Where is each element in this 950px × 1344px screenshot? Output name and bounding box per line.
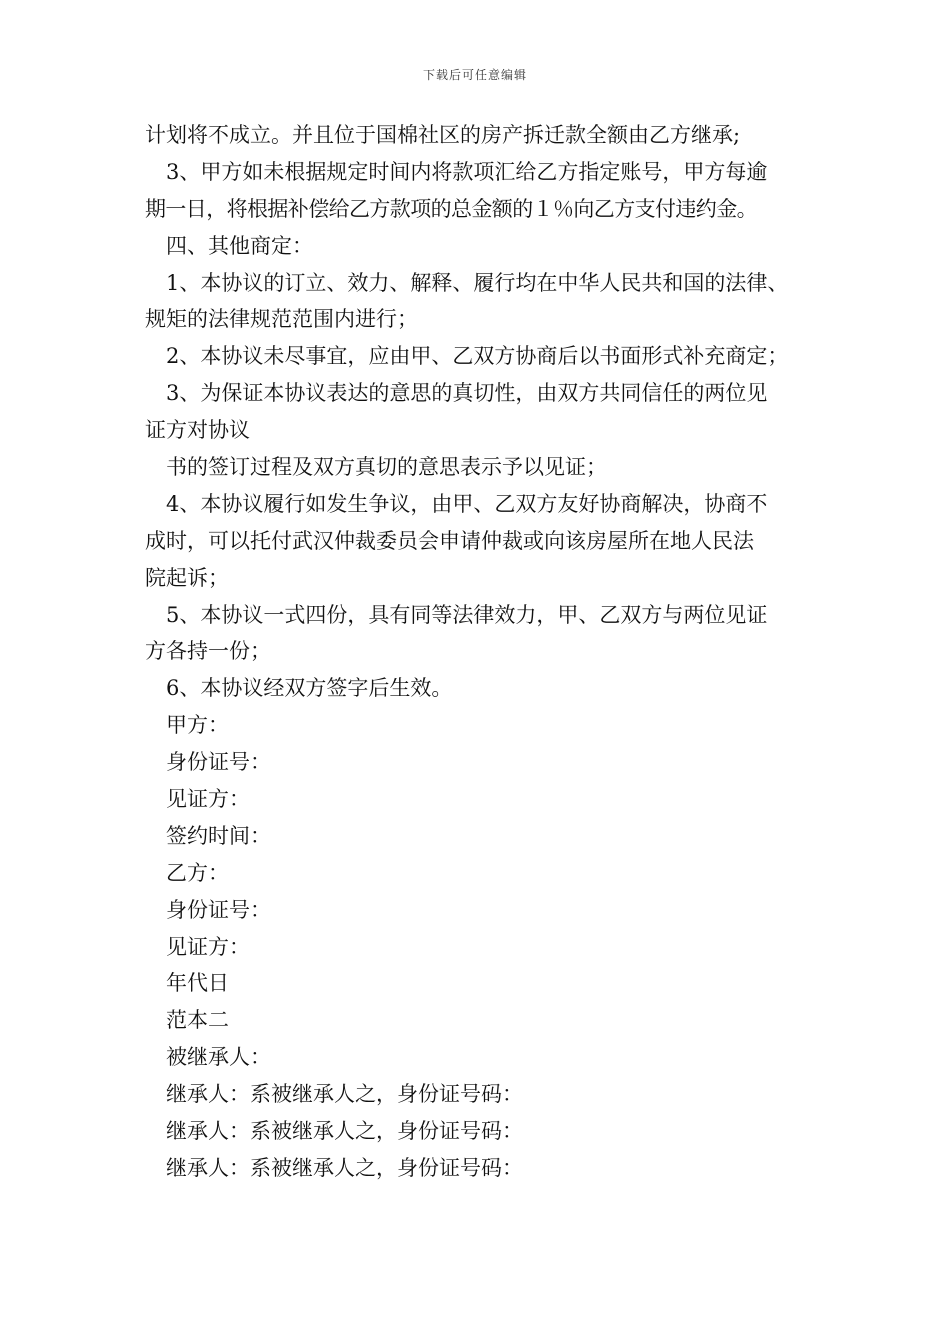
signature-field-label: 见证方：: [166, 787, 250, 812]
text-line: 3、甲方如未根据规定时间内将款项汇给乙方指定账号，甲方每逾: [166, 159, 768, 184]
date-field-label: 年代日: [166, 971, 229, 996]
text-line: 期一日，将根据补偿给乙方款项的总金额的１％向乙方支付违约金。: [145, 196, 757, 221]
text-line: 证方对协议: [145, 418, 250, 443]
signature-field-label: 见证方：: [166, 934, 250, 959]
text-line: 被继承人：: [166, 1045, 271, 1070]
text-line: 继承人：系被继承人之，身份证号码：: [166, 1082, 523, 1107]
signature-field-label: 乙方：: [166, 860, 229, 885]
text-line: 4、本协议履行如发生争议，由甲、乙双方友好协商解决，协商不: [166, 491, 768, 516]
text-line: 方各持一份；: [145, 639, 271, 664]
section-heading: 范本二: [166, 1008, 229, 1033]
text-line: 3、为保证本协议表达的意思的真切性，由双方共同信任的两位见: [166, 381, 768, 406]
signature-field-label: 甲方：: [166, 713, 229, 738]
text-line: 规矩的法律规范范围内进行；: [145, 307, 418, 332]
section-heading: 四、其他商定：: [166, 233, 313, 258]
text-line: 书的签订过程及双方真切的意思表示予以见证；: [166, 455, 607, 480]
text-line: 2、本协议未尽事宜，应由甲、乙双方协商后以书面形式补充商定；: [166, 344, 789, 369]
text-line: 计划将不成立。并且位于国棉社区的房产拆迁款全额由乙方继承;: [145, 123, 741, 147]
text-line: 6、本协议经双方签字后生效。: [166, 676, 453, 701]
signature-field-label: 身份证号：: [166, 750, 271, 775]
text-line: 继承人：系被继承人之，身份证号码：: [166, 1119, 523, 1144]
signature-field-label: 身份证号：: [166, 897, 271, 922]
text-line: 院起诉；: [145, 565, 229, 590]
text-line: 继承人：系被继承人之，身份证号码：: [166, 1155, 523, 1180]
text-line: 1、本协议的订立、效力、解释、履行均在中华人民共和国的法律、: [166, 270, 789, 295]
text-line: 5、本协议一式四份，具有同等法律效力，甲、乙双方与两位见证: [166, 602, 768, 627]
text-line: 成时，可以托付武汉仲裁委员会申请仲裁或向该房屋所在地人民法: [145, 528, 754, 553]
signature-field-label: 签约时间：: [166, 823, 271, 848]
document-body: [145, 117, 815, 1187]
page-header: 下载后可任意编辑: [422, 68, 527, 82]
